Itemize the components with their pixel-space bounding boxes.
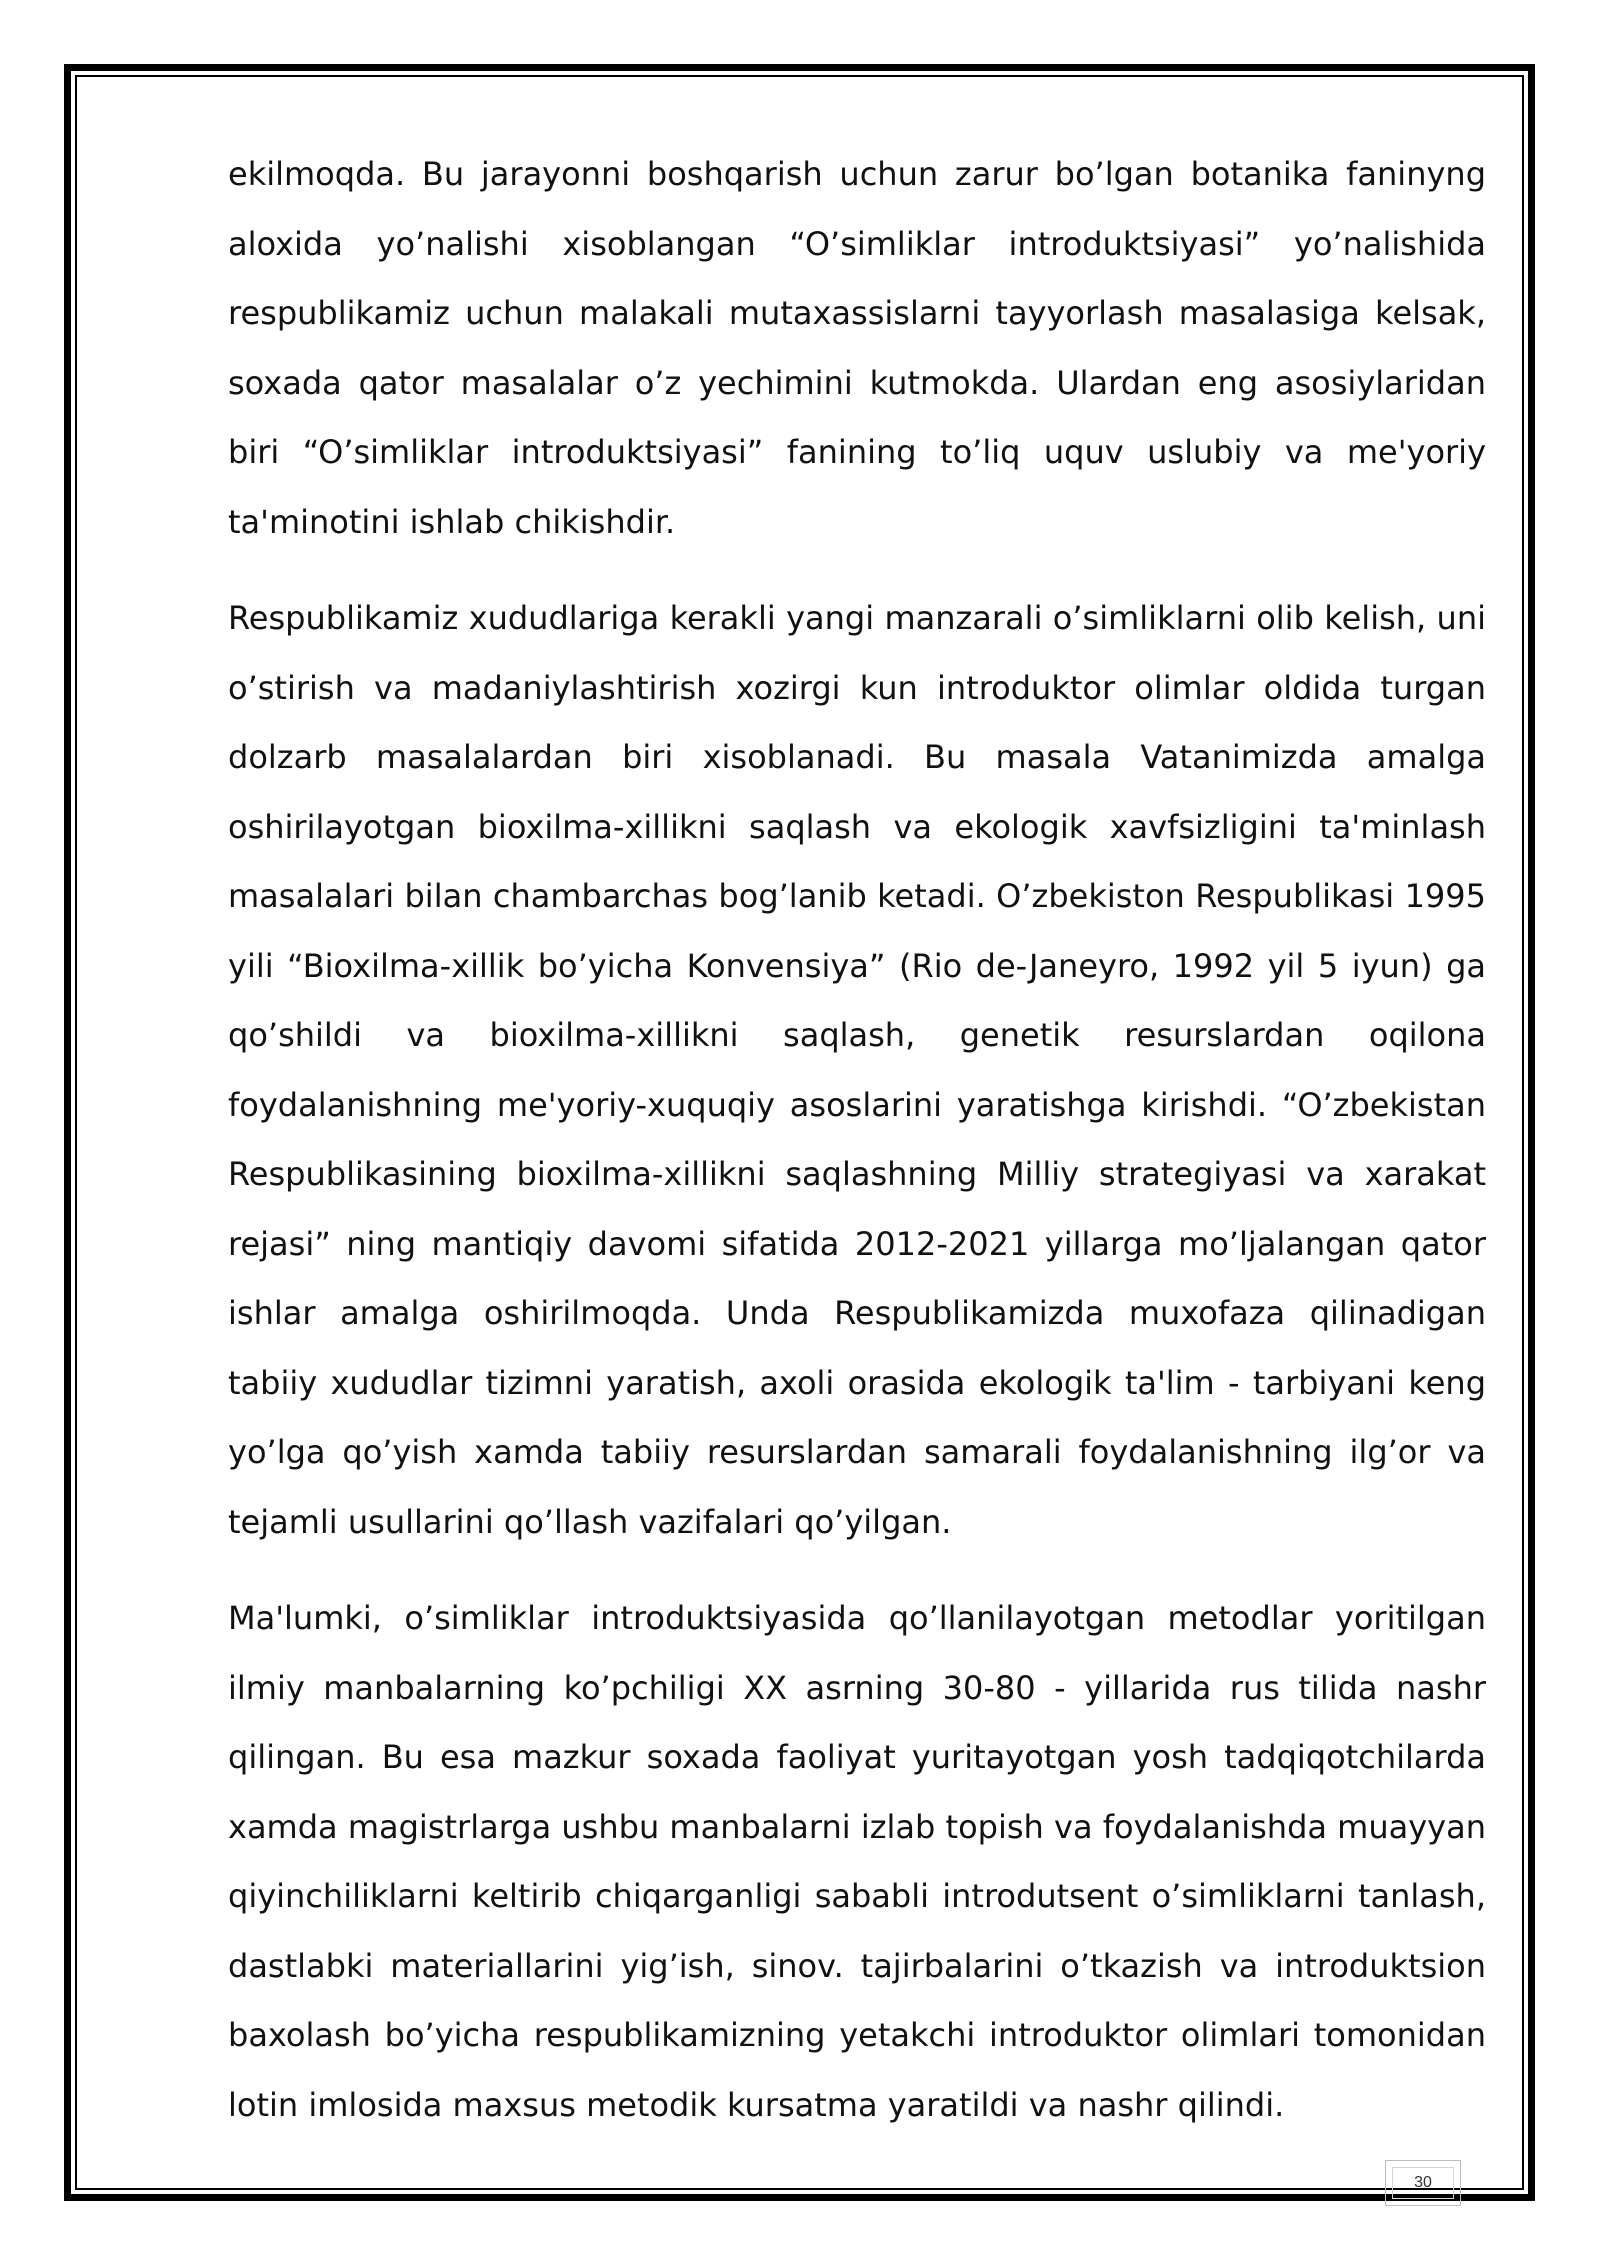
document-body — [228, 140, 1486, 2167]
page-number-label: 30 — [1414, 2174, 1432, 2191]
page-number — [1385, 2160, 1461, 2206]
paragraph-1: ekilmoqda. Bu jarayonni boshqarish uchun zarur bo’lgan botanika faninyng aloxida yo’nalishi xisoblangan “O’simliklar introduktsiyasi” yo’nalishida respublikamiz uchun malakali mutaxassislarni tayyorlash masalasiga kelsak, soxada qator masalalar o’z yechimini kutmokda. Ulardan eng asosiylaridan biri “O’simliklar introduktsiyasi” fanining to’liq uquv uslubiy va me'yoriy ta'minotini ishlab chikishdir. — [228, 155, 1486, 541]
paragraph-3: Ma'lumki, o’simliklar introduktsiyasida qo’llanilayotgan metodlar yoritilgan ilmiy manbalarning ko’pchiligi XX asrning 30-80 - yillarida rus tilida nashr qilingan. Bu esa mazkur soxada faoliyat yuritayotgan yosh tadqiqotchilarda xamda magistrlarga ushbu manbalarni izlab topish va foydalanishda muayyan qiyinchiliklarni keltirib chiqarganligi sababli introdutsent o’simliklarni tanlash, dastlabki materiallarini yig’ish, sinov. tajirbalarini o’tkazish va introduktsion baxolash bo’yicha respublikamizning yetakchi introduktor olimlari tomonidan lotin imlosida maxsus metodik kursatma yaratildi va nashr qilindi. — [228, 1599, 1486, 2124]
paragraph-2: Respublikamiz xududlariga kerakli yangi manzarali o’simliklarni olib kelish, uni o’stirish va madaniylashtirish xozirgi kun introduktor olimlar oldida turgan dolzarb masalalardan biri xisoblanadi. Bu masala Vatanimizda amalga oshirilayotgan bioxilma-xillikni saqlash va ekologik xavfsizligini ta'minlash masalalari bilan chambarchas bog’lanib ketadi. O’zbekiston Respublikasi 1995 yili “Bioxilma-xillik bo’yicha Konvensiya” (Rio de-Janeyro, 1992 yil 5 iyun) ga qo’shildi va bioxilma-xillikni saqlash, genetik resurslardan oqilona foydalanishning me'yoriy-xuquqiy asoslarini yaratishga kirishdi. “O’zbekistan Respublikasining bioxilma-xillikni saqlashning Milliy strategiyasi va xarakat rejasi” ning mantiqiy davomi sifatida 2012-2021 yillarga mo’ljalangan qator ishlar amalga oshirilmoqda. Unda Respublikamizda muxofaza qilinadigan tabiiy xududlar tizimni yaratish, axoli orasida ekologik ta'lim - tarbiyani keng yo’lga qo’yish xamda tabiiy resurslardan samarali foydalanishning ilg’or va tejamli usullarini qo’llash vazifalari qo’yilgan. — [228, 599, 1486, 1541]
